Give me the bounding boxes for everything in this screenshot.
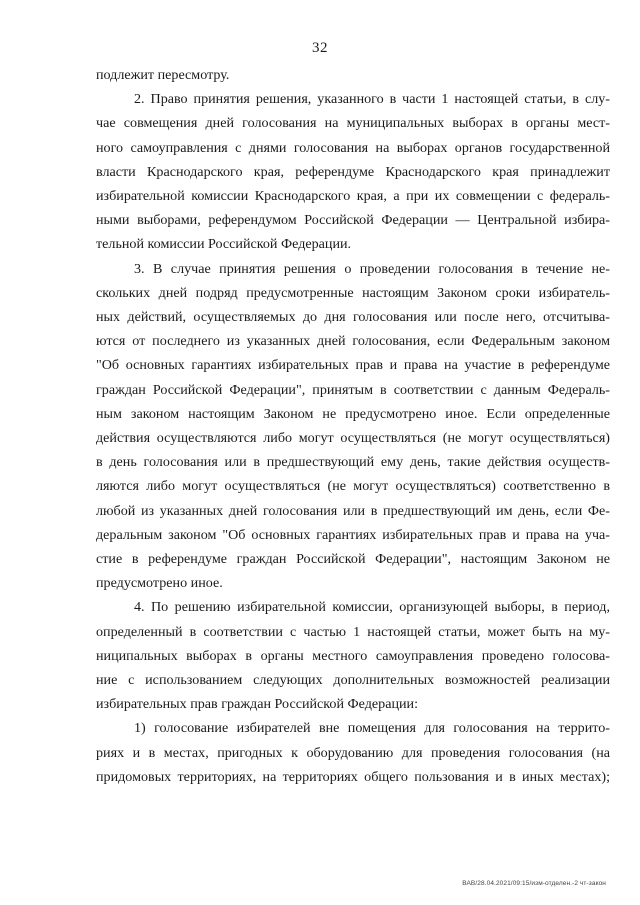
text-line: 3. В случае принятия решения о проведении голосования в течение не- [134, 260, 610, 277]
text-line: в день голосования или в предшествующий ему день, такие действия осуществ- [96, 454, 610, 471]
text-line: любой из указанных дней голосования или в предшествующий им день, если Фе- [96, 502, 610, 519]
text-line: 1) голосование избирателей вне помещения для голосования на террито- [134, 720, 610, 737]
text-line: чае совмещения дней голосования на муниципальных выборах в органы мест- [96, 115, 610, 132]
text-line: ного самоуправления с днями голосования на выборах органов государственной [96, 139, 610, 156]
text-line: ются от последнего из указанных дней голосования, если Федеральным законом [96, 333, 610, 350]
text-line: риях и в местах, пригодных к оборудованию для проведения голосования (на [96, 744, 610, 761]
paragraph-4 [96, 595, 610, 716]
text-line: "Об основных гарантиях избирательных прав и права на участие в референдуме [96, 357, 610, 374]
text-line: определенный в соответствии с частью 1 настоящей статьи, может быть на му- [96, 623, 610, 640]
text-line: действия осуществляются либо могут осуществляться (не могут осуществляться) [96, 430, 610, 447]
text-line: ным законом настоящим Законом не предусмотрено иное. Если определенные [96, 405, 610, 422]
text-line: подлежит пересмотру. [96, 67, 230, 83]
text-line: избирательной комиссии Краснодарского края, а при их совмещении с федераль- [96, 188, 610, 205]
text-line: предусмотрено иное. [96, 575, 223, 592]
paragraph-3 [96, 257, 610, 596]
text-line: ние с использованием следующих дополнительных возможностей реализации [96, 672, 610, 689]
text-line: придомовых территориях, на территориях общего пользования и в иных местах); [96, 768, 610, 785]
text-line: 2. Право принятия решения, указанного в части 1 настоящей статьи, в слу- [134, 91, 610, 108]
text-line: избирательных прав граждан Российской Федерации: [96, 696, 419, 713]
text-line: скольких дней подряд предусмотренные настоящим Законом сроки избиратель- [96, 284, 610, 301]
text-line: 4. По решению избирательной комиссии, организующей выборы, в период, [134, 599, 610, 616]
page-number: 32 [312, 40, 328, 56]
text-line: власти Краснодарского края, референдуме Краснодарского края принадлежит [96, 163, 610, 180]
text-line: ниципальных выборах в органы местного самоуправления проведено голосова- [96, 647, 610, 664]
text-line: стие в референдуме граждан Российской Федерации", настоящим Законом не [96, 551, 610, 568]
paragraph-2 [96, 87, 610, 256]
text-line: ляются либо могут осуществляться (не могут осуществляться) соответственно в [96, 478, 610, 495]
text-line: ными выборами, референдумом Российской Федерации — Центральной избира- [96, 212, 610, 229]
text-line: деральным законом "Об основных гарантиях избирательных прав и права на уча- [96, 526, 610, 543]
document-body [96, 63, 610, 789]
text-line: граждан Российской Федерации", принятым в соответствии с данным Федераль- [96, 381, 610, 398]
text-line: тельной комиссии Российской Федерации. [96, 236, 352, 253]
footer-stamp: ВАВ/28.04.2021/09:15/изм-отделен.-2 чт-закон [462, 880, 606, 887]
text-line: ных действий, осуществляемых до дня голосования или после него, отсчитыва- [96, 309, 610, 326]
paragraph-continuation [96, 63, 610, 87]
list-item-1 [96, 716, 610, 789]
